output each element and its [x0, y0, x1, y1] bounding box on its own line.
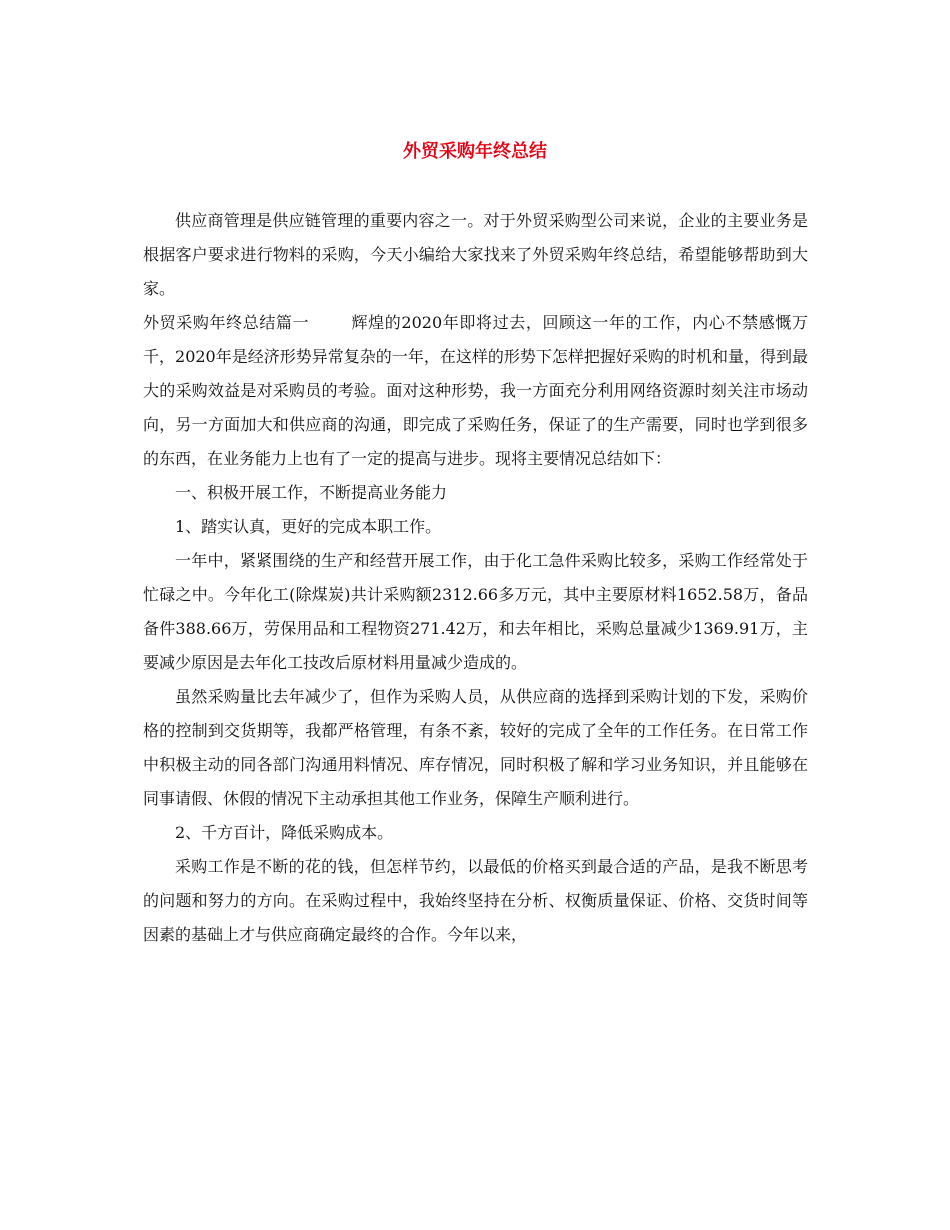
- subheading-2: 2、千方百计，降低采购成本。: [175, 823, 394, 842]
- section-text: 辉煌的2020年即将过去，回顾这一年的工作，内心不禁感慨万千，2020年是经济形势异常复杂的一年，在这样的形势下怎样把握好采购的时机和量，得到最大的采购效益是对采购员的考验。面对这种形势，我一方面充分利用网络资源时刻关注市场动向，另一方面加大和供应商的沟通，即完成了采购任务，保证了的生产需要，同时也学到很多的东西，在业务能力上也有了一定的提高与进步。现将主要情况总结如下：: [143, 313, 808, 468]
- heading-1: 一、积极开展工作，不断提高业务能力: [175, 483, 448, 502]
- document-title: 外贸采购年终总结: [403, 141, 547, 162]
- section-paragraph: [143, 306, 808, 476]
- document-body: [143, 204, 808, 952]
- paragraph-1: 一年中，紧紧围绕的生产和经营开展工作，由于化工急件采购比较多，采购工作经常处于忙碌之中。今年化工(除煤炭)共计采购额2312.66多万元，其中主要原材料1652.58万，备品备件388.66万，劳保用品和工程物资271.42万，和去年相比，采购总量减少1369.91万，主要减少原因是去年化工技改后原材料用量减少造成的。: [143, 551, 808, 672]
- paragraph-2: 虽然采购量比去年减少了，但作为采购人员，从供应商的选择到采购计划的下发，采购价格的控制到交货期等，我都严格管理，有条不紊，较好的完成了全年的工作任务。在日常工作中积极主动的同各部门沟通用料情况、库存情况，同时积极了解和学习业务知识，并且能够在同事请假、休假的情况下主动承担其他工作业务，保障生产顺利进行。: [143, 687, 808, 808]
- section-label: 外贸采购年终总结篇一: [143, 313, 310, 332]
- paragraph-3: 采购工作是不断的花的钱，但怎样节约，以最低的价格买到最合适的产品，是我不断思考的问题和努力的方向。在采购过程中，我始终坚持在分析、权衡质量保证、价格、交货时间等因素的基础上才与供应商确定最终的合作。今年以来，: [143, 857, 808, 944]
- intro-paragraph: 供应商管理是供应链管理的重要内容之一。对于外贸采购型公司来说，企业的主要业务是根据客户要求进行物料的采购，今天小编给大家找来了外贸采购年终总结，希望能够帮助到大家。: [143, 211, 808, 298]
- subheading-1: 1、踏实认真，更好的完成本职工作。: [175, 517, 442, 536]
